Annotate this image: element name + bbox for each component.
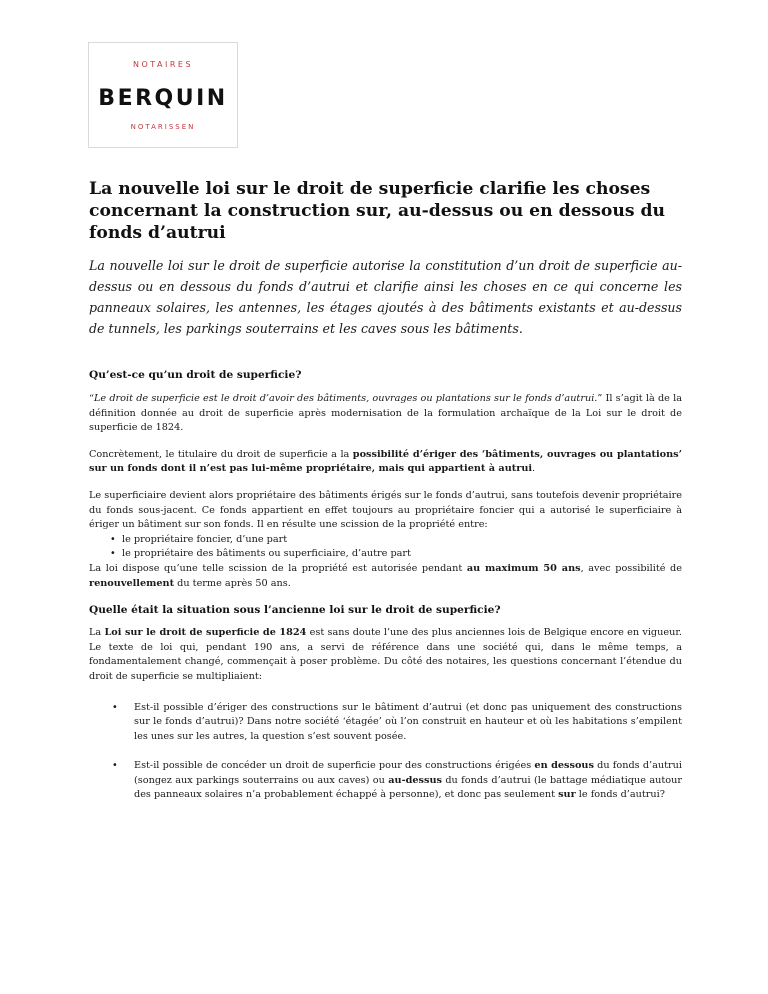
concrete-emphasis: possibilité d’ériger des ‘bâtiments, ouvrages ou plantations’ sur un fonds dont il n’est pas lui-même propriétaire, mais qui appartient à autrui [89, 448, 682, 475]
old-law-paragraph: La Loi sur le droit de superficie de 1824 est sans doute l’une des plus anciennes lois de Belgique encore en vigueur. Le texte de loi qui, pendant 190 ans, a servi de référence dans une société qui, dans le même temps, a fondamentalement changé, commençait à poser problème. Du côté des notaires, les questions concernant l’étendue du droit de superficie se multipliaient: [89, 627, 682, 682]
questions-list [89, 701, 682, 804]
superficiary-paragraph: Le superficiaire devient alors propriétaire des bâtiments érigés sur le fonds d’autrui, sans toutefois devenir propriétaire du fonds sous-jacent. Ce fonds appartient en effet toujours au propriétaire foncier qui a autorisé le superficiaire à ériger un bâtiment sur son fonds. Il en résulte une scission de la propriété entre: [89, 489, 682, 531]
duration-paragraph: La loi dispose qu’une telle scission de la propriété est autorisée pendant au maximum 50 ans, avec possibilité de renouvellement du terme après 50 ans. [89, 562, 682, 589]
list-item: • Est-il possible de concéder un droit de superficie pour des constructions érigées en dessous du fonds d’autrui (songez aux parkings souterrains ou aux caves) ou au-dessus du fonds d’autrui (le battage médiatique autour des panneaux solaires n’a probablement échappé à personne), et donc pas seulement sur le fonds d’autrui? [112, 759, 682, 803]
definition-paragraph: “Le droit de superficie est le droit d’avoir des bâtiments, ouvrages ou plantations sur le fonds d’autrui.” Il s’agit là de la définition donnée au droit de superficie après modernisation de la formulation archaïque de la Loi sur le droit de superficie de 1824. [89, 393, 682, 434]
list-item: • le propriétaire foncier, d’une part [110, 533, 682, 548]
section-heading-definition: Qu’est-ce qu’un droit de superficie? [89, 369, 302, 381]
list-item: • le propriétaire des bâtiments ou superficiaire, d’autre part [110, 547, 682, 562]
list-item: • Est-il possible d’ériger des constructions sur le bâtiment d’autrui (et donc pas uniquement des constructions sur le fonds d’autrui)? Dans notre société ‘étagée’ où l’on construit en hauteur et où les habitations s’empilent les unes sur les autres, la question s’est souvent posée. [112, 701, 682, 745]
section-heading-old-law: Quelle était la situation sous l’ancienne loi sur le droit de superficie? [89, 604, 501, 617]
definition-quote: Le droit de superficie est le droit d’avoir des bâtiments, ouvrages ou plantations sur le fonds d’autrui. [93, 393, 598, 404]
page-title: La nouvelle loi sur le droit de superficie clarifie les choses concernant la construction sur, au-dessus ou en dessous du fonds d’autrui [89, 179, 666, 243]
article [89, 178, 682, 818]
logo-subtitle-top: NOTAIRES [132, 60, 194, 69]
logo [88, 42, 238, 148]
ownership-split-list [89, 533, 682, 562]
logo-subtitle-bottom: NOTARISSEN [130, 123, 196, 131]
lead-paragraph: La nouvelle loi sur le droit de superficie autorise la constitution d’un droit de superficie au-dessus ou en dessous du fonds d’autrui et clarifie ainsi les choses en ce qui concerne les panneaux solaires, les antennes, les étages ajoutés à des bâtiments existants et au-dessus de tunnels, les parkings souterrains et les caves sous les bâtiments. [89, 258, 682, 336]
concrete-paragraph: Concrètement, le titulaire du droit de superficie a la possibilité d’ériger des ‘bâtiments, ouvrages ou plantations’ sur un fonds dont il n’est pas lui-même propriétaire, mais qui appartient à autrui. [89, 448, 682, 475]
logo-name: BERQUIN [98, 86, 228, 111]
